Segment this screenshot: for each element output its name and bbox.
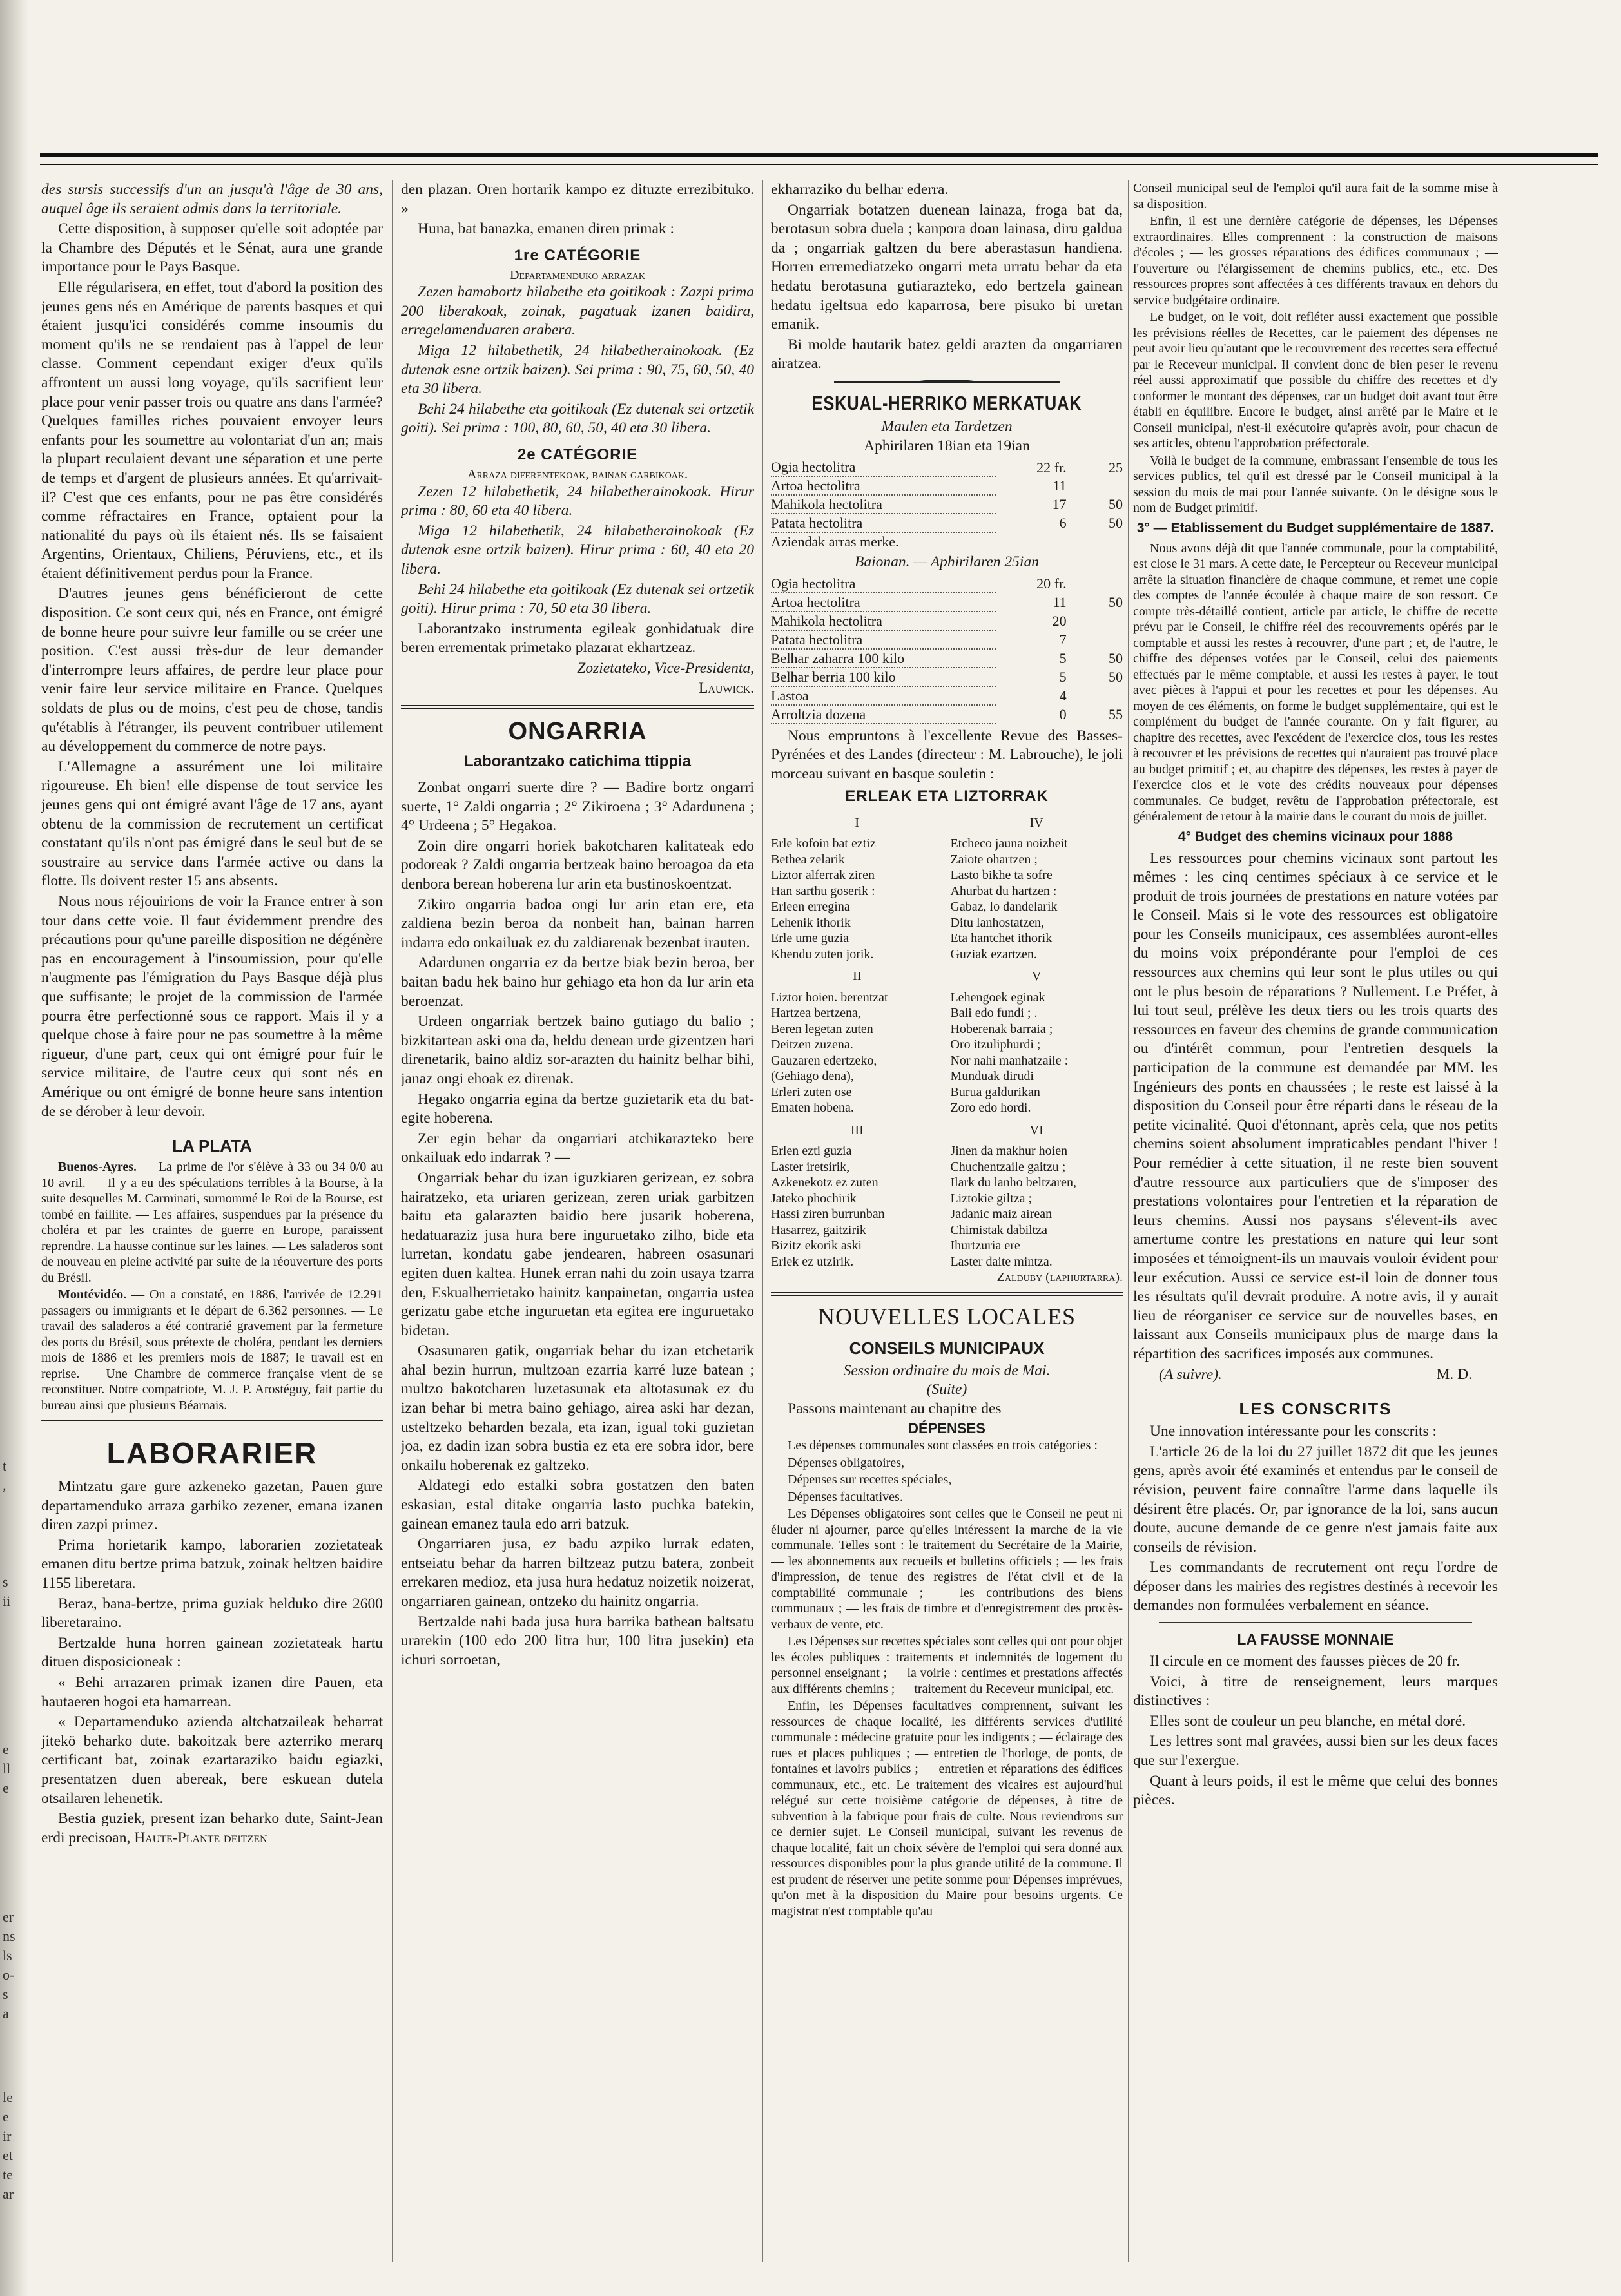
author-initials: M. D.	[1436, 1365, 1472, 1383]
market-location: Baionan. — Aphirilaren 25ian	[855, 554, 1039, 571]
separator	[41, 1420, 383, 1423]
market-price-cents	[1067, 612, 1123, 630]
margin-fragment: s ii	[3, 1574, 11, 1609]
poem-line: Zoro edo hordi.	[950, 1101, 1031, 1115]
paragraph: Zer egin behar da ongarriari atchikarazteko bere onkailuak edo indarrak ? —	[401, 1130, 754, 1166]
column-2	[401, 180, 754, 2268]
paragraph: Les lettres sont mal gravées, aussi bien sur les deux faces que sur l'exergue.	[1133, 1733, 1498, 1770]
paragraph: Les commandants de recrutement ont reçu l'ordre de déposer dans les mairies des registres destinés à recevoir les demandes non formulées verbalement en séance.	[1133, 1559, 1498, 1614]
market-price-cents: 50	[1109, 593, 1123, 610]
paragraph: Aldategi edo estalki sobra gostatzen den baten eskasian, estal ditake ongarria lasto puchka batekin, gainean emanez taula edo arri batzuk.	[401, 1477, 754, 1532]
market-price-cents	[1067, 686, 1123, 705]
market-item: Lastoa	[771, 686, 996, 705]
market-price	[996, 532, 1066, 550]
paragraph: Bertzalde nahi bada jusa hura barrika bathean baltsatu urarekin (100 edo 200 litra hur, 100 litra jusekin) eta ichuri sorroetan,	[401, 1613, 754, 1668]
market-item: Mahikola hectolitra	[771, 495, 996, 514]
market-row	[771, 630, 1123, 649]
paragraph: Ongarriaren jusa, ez badu azpiko lurrak edaten, entseiatu behar da harren biltzeaz putzu batera, zonbeit errekaren medioz, eta jusa hura hedatuz noizetik noizerat, ongarriaren gainean, ontzeko du hainitz ongarria.	[401, 1536, 754, 1610]
paragraph: des sursis successifs d'un an jusqu'à l'âge de 30 ans, auquel âge ils seraient admis dans la territoriale.	[41, 181, 383, 217]
category-1-title: 1re CATÉGORIE	[514, 246, 641, 264]
market-row	[771, 575, 1123, 593]
market-price-cents: 50	[1109, 668, 1123, 685]
paragraph: Mintzatu gare gure azkeneko gazetan, Pauen gure departamenduko arraza garbiko zezener, emana izanen diren zazpi primez.	[41, 1478, 383, 1534]
poem-line: Liztor alferrak ziren	[771, 868, 875, 882]
market-price: 7	[1059, 631, 1067, 648]
poem-line: Eta hantchet ithorik	[950, 931, 1053, 945]
stanza	[950, 990, 1123, 1116]
stanza-number: V	[1032, 969, 1042, 983]
paragraph: Bertzalde huna horren gainean zozietateak hartu dituen disposicioneak :	[41, 1634, 383, 1671]
market-date: Aphirilaren 18ian eta 19ian	[864, 437, 1030, 454]
poem-line: Laster iretsirik,	[771, 1159, 850, 1174]
place-name: Montévidéo.	[58, 1288, 127, 1302]
poem-line: Liztokie giltza ;	[950, 1191, 1033, 1206]
market-price: 4	[1059, 687, 1067, 704]
poem-line: Erle ume guzia	[771, 931, 849, 945]
poem-line: Ilark du lanho beltzaren,	[950, 1175, 1076, 1190]
paragraph: L'article 26 de la loi du 27 juillet 1872 dit que les jeunes gens, après avoir été examinés et entendus par le conseil de révision, peuvent faire connaître l'arme dans laquelle ils désirent être placés. Or, par ignorance de la loi, sans aucun doute, aucune demande de ce genre n'est jamais faite aux conseils de révision.	[1133, 1443, 1498, 1556]
depenses-heading: DÉPENSES	[908, 1420, 985, 1437]
paragraph: Behi 24 hilabethe eta goitikoak (Ez dutenak sei ortzetik goiti). Hirur prima : 70, 50 eta 30 libera.	[401, 581, 754, 617]
paragraph: Zezen hamabortz hilabethe eta goitikoak : Zazpi prima 200 liberakoak, zoinak, pagatuak izanen baidira, erregelamenduaren arabera.	[401, 284, 754, 339]
paragraph: Enfin, il est une dernière catégorie de dépenses, les Dépenses extraordinaires. Elles comprennent : la construction de maisons d'écoles ; — les grosses réparations des édifices communaux ; — l'ouverture ou l'élargissement de chemins publics, etc., etc. Des ressources propres sont affectées à ces différents travaux en dehors du service budgétaire ordinaire.	[1133, 214, 1498, 307]
a-suivre: (A suivre).	[1159, 1365, 1222, 1383]
paragraph: Elles sont de couleur un peu blanche, en métal doré.	[1150, 1712, 1466, 1730]
stanza	[771, 1143, 944, 1269]
news-text: — La prime de l'or s'élève à 33 ou 34 0/0 au 10 avril. — Il y a eu des spéculations terribles à la Bourse, à la suite desquelles M. Carminati, surnommé le Roi de la Bourse, est tombé en faillite. — Les affaires, suspendues par la présence du choléra et par les craintes de guerre en Europe, paraissent reprendre. La hausse continue sur les laines. — Les saladeros sont de nouveau en pleine activité par suite de la réouverture des ports du Brésil.	[41, 1160, 383, 1285]
poem-line: Zaiote ohartzen ;	[950, 852, 1038, 867]
column-3	[771, 180, 1123, 2268]
paragraph: Zonbat ongarri suerte dire ? — Badire bortz ongarri suerte, 1° Zaldi ongarria ; 2° Zikiroena ; 3° Adardunena ; 4° Urdeena ; 5° Hegakoa.	[401, 779, 754, 834]
la-plata-heading: LA PLATA	[172, 1136, 252, 1156]
section-heading: 3° — Etablissement du Budget supplémentaire de 1887.	[1136, 520, 1495, 535]
separator	[401, 705, 754, 709]
poem-line: Lehenik ithorik	[771, 915, 851, 930]
poem-line: Erleri zuten ose	[771, 1085, 852, 1099]
poem-line: Hasarrez, gaitzirik	[771, 1222, 866, 1237]
market-row	[771, 458, 1123, 476]
market-price-cents	[1067, 532, 1123, 550]
paragraph: Les Dépenses sur recettes spéciales sont celles qui ont pour objet les écoles publiques : traitements et indemnités de logement du personnel enseignant ; — la voirie : centimes et prestations affectés aux différents chemins ; — traitement du Receveur municipal, etc.	[771, 1634, 1123, 1696]
market-row	[771, 532, 1123, 550]
market-price: 11	[1053, 593, 1067, 610]
stanza-number: VI	[1029, 1123, 1043, 1137]
poem-line: Deitzen zuzena.	[771, 1037, 853, 1052]
paragraph: Enfin, les Dépenses facultatives comprennent, suivant les ressources de chaque localité, les différents services d'utilité communale : médecine gratuite pour les indigents ; — éclairage des rues et places publiques ; — entretien de l'horloge, de ponts, de fontaines et lavoirs publics ; — entretien et réparations des édifices communaux, etc., etc. Le traitement des vicaires est aujourd'hui relégué sur cette troisième catégorie de dépenses, à titre de subvention à la fabrique pour frais de culte. Nous reviendrons sur ce dernier sujet. Le Conseil municipal, suivant les revenus de chaque localité, fait un choix sévère de l'emploi qui sera donné aux ressources disponibles pour la plus grande utilité de la commune. Il est prudent de réserver une petite somme pour Dépenses imprévues, qu'on met à la disposition du Maire pour besoins urgents. Ce magistrat n'est comptable qu'au	[771, 1699, 1123, 1918]
stanza	[771, 836, 944, 962]
market-row	[771, 612, 1123, 630]
stanza-number: I	[855, 815, 860, 830]
market-item: Belhar berria 100 kilo	[771, 668, 996, 686]
poem-column-right	[950, 809, 1123, 1270]
poem-line: Bali edo fundi ; .	[950, 1006, 1038, 1020]
market-row	[771, 476, 1123, 495]
category-2-subtitle: Arraza diferentekoak, bainan garbikoak.	[467, 467, 688, 482]
poem-column-left	[771, 809, 944, 1270]
paragraph: Voilà le budget de la commune, embrassant l'ensemble de tous les services publics, tel qu'il est dressé par le Conseil municipal à la session du mois de mai pour l'année suivante. On le désigne sous le nom de Budget primitif.	[1133, 453, 1498, 515]
poem-line: Liztor hoien. berentzat	[771, 990, 888, 1005]
market-price: 11	[1053, 478, 1067, 494]
paragraph: Quant à leurs poids, il est le même que celui des bonnes pièces.	[1133, 1772, 1498, 1809]
laborarier-heading: LABORARIER	[106, 1436, 318, 1471]
paragraph: Adardunen ongarria ez da bertze biak bezin beroa, ber baitan badu hek baino hur gehiago eta hon da lur arin eta beroenzat.	[401, 954, 754, 1010]
paragraph: « Behi arrazaren primak izanen dire Pauen, eta hautaeren hogoi eta hamarrean.	[41, 1674, 383, 1710]
stanza-number: III	[850, 1123, 864, 1137]
market-item: Artoa hectolitra	[771, 476, 996, 495]
paragraph: « Departamenduko azienda altchatzaileak beharrat jitekö beharko dute. bakoitzak bere azterriko merarq certificant bat, zoinak ezartaraziko baidu egiazki, presentatzen duen abereak, bere eskuean dutela otsailaren lehenetik.	[41, 1713, 383, 1807]
market-row	[771, 705, 1123, 724]
poem-line: Lasto bikhe ta sofre	[950, 868, 1053, 882]
paragraph: Voici, à titre de renseignement, leurs marques distinctives :	[1133, 1673, 1498, 1710]
poem-line: Erlek ez utzirik.	[771, 1254, 854, 1269]
market-price-cents	[1067, 476, 1123, 495]
market-row	[771, 495, 1123, 514]
poem-line: Gabaz, lo dandelarik	[950, 900, 1058, 914]
news-buenos-ayres	[41, 1159, 383, 1286]
market-item: Mahikola hectolitra	[771, 612, 996, 630]
text: Haute-Plante deitzen	[134, 1829, 267, 1846]
poem-line: Guziak ezartzen.	[950, 947, 1037, 961]
market-row	[771, 649, 1123, 668]
poem-line: Khendu zuten jorik.	[771, 947, 874, 961]
stanza	[771, 990, 944, 1116]
paragraph: Prima horietarik kampo, laborarien zozietateak emanen ditu bertze prima batzuk, zoinak heltzen baidire 1155 liberetara.	[41, 1536, 383, 1592]
paragraph: Les dépenses communales sont classées en trois catégories :	[788, 1438, 1098, 1453]
market-table-maule	[771, 458, 1123, 550]
poem-line: Chuchentzaile gaitzu ;	[950, 1159, 1066, 1174]
paragraph: Cette disposition, à supposer qu'elle soit adoptée par la Chambre des Députés et le Sénat, aura une grande importance pour le Pays Basque.	[41, 220, 383, 276]
place-name: Buenos-Ayres.	[58, 1160, 137, 1175]
poem-line: Jinen da makhur hoien	[950, 1144, 1068, 1158]
poem-line: Munduak dirudi	[950, 1069, 1034, 1083]
poem-line: Laster daite mintza.	[950, 1254, 1053, 1269]
paragraph: Urdeen ongarriak bertzek baino gutiago du balio ; bizkitartean aski ona da, heldu denean urde gizentzen hari direnetarik, baino aldiz sor-arazten du hainitz belhar bihi, janaz ongi ehoak ez direnak.	[401, 1013, 754, 1087]
poem-signature: Zalduby (laphurtarra).	[996, 1270, 1123, 1284]
market-price-cents: 25	[1109, 459, 1123, 476]
market-price-cents	[1067, 575, 1123, 593]
paragraph: Laborantzako instrumenta egileak gonbidatuak dire beren errementak primetako plazarat ekhartzeaz.	[401, 620, 754, 657]
poem-line: Han sarthu goserik :	[771, 883, 875, 898]
poem-line: Nor nahi manhatzaile :	[950, 1053, 1069, 1068]
paragraph: ekharraziko du belhar ederra.	[771, 181, 949, 198]
market-price-cents: 50	[1109, 496, 1123, 513]
column-divider	[1128, 180, 1129, 2262]
text: Bestia guziek, present izan beharko dute, Saint-Jean erdi precisoan,	[41, 1810, 383, 1846]
section-heading: 4° Budget des chemins vicinaux pour 1888	[1178, 829, 1453, 844]
market-table-baiona	[771, 575, 1123, 724]
separator	[771, 1292, 1123, 1296]
ongarria-subtitle: Laborantzako catichima ttippia	[463, 753, 692, 771]
market-item: Ogia hectolitra	[771, 575, 996, 593]
poem-line: Gauzaren edertzeko,	[771, 1053, 877, 1068]
poem-title: ERLEAK ETA LIZTORRAK	[845, 787, 1049, 805]
paragraph: Bi molde hautarik batez geldi arazten da ongarriaren airatzea.	[771, 336, 1123, 372]
poem-line: Ahurbat du hartzen :	[950, 883, 1057, 898]
paragraph: Nous avons déjà dit que l'année communale, pour la comptabilité, est close le 31 mars. A cette date, le Percepteur ou Receveur municipal arrête la situation financière de chaque commune, et remet une copie des comptes de l'année écoulée à chaque maire de son ressort. Ce compte très-détaillé contient, article par article, le chiffre de recette prévu par le Conseil, le chiffre réel des recouvrements opérés par le comptable et aussi les restes à recouvrer, d'une part ; et, de l'autre, le chiffre des dépenses votées par le Conseil, celui des paiements effectués par le même comptable, et aussi les restes à payer, le tout avec pièces à l'appui et pour les recettes et pour les dépenses. Au moyen de ces éléments, on forme le budget supplémentaire, qui est le complément du budget de l'année courante. On y fait figurer, au chapitre des recettes, avec l'excédent de l'exercice clos, tous les restes à recouvrer et les prévisions de recettes qui n'auraient pas trouvé place au budget primitif ; et, au chapitre des dépenses, les restes à payer de l'exercice clos et le vote des crédits nouveaux pour dépenses communales. Ce budget, revêtu de l'approbation préfectorale, est généralement de retour à la mairie dans le courant du mois de juillet.	[1133, 541, 1498, 824]
paragraph: den plazan. Oren hortarik kampo ez dituzte errezibituko. »	[401, 181, 754, 217]
paragraph: Ongarriak behar du izan iguzkiaren gerizean, ez sobra hairatzeko, eta uriaren gerizean, zeren uriak garbitzen baitu eta galarazten baidio bere jusarik hoberena, hedatuaraziz jusa hura bere inguruetako zilho, bide eta lurretan, kondatu gabe jendearen, habreen osasunari egiten duen kaltea. Hunek erran nahi du zoin usaya tzarra den, Eskualherrietako hainitz kanpainetan, ongarria ustea gerizatu gabe etche inguruetan eta egitea ere inguruetako bidetan.	[401, 1169, 754, 1339]
poem-line: Beren legetan zuten	[771, 1021, 873, 1036]
poem-line: Hartzea bertzena,	[771, 1006, 861, 1020]
stanza-number: II	[853, 969, 862, 983]
signature-title: Zozietateko, Vice-Presidenta,	[577, 659, 754, 677]
paragraph: Elle régularisera, en effet, tout d'abord la position des jeunes gens nés en Amérique de parents basques et qui étaient jusqu'ici considérés comme insoumis du moment qu'ils ne se rendaient pas à l'appel de leur classe. Comment cependant exiger d'eux qu'ils affrontent un aussi long voyage, qu'ils sacrifient leur place pour venir passer trois ou quatre ans dans l'armée? Quelques familles riches pouvaient envoyer leurs enfants pour les soumettre au volontariat d'un an; mais la plupart reculaient devant une séparation et une perte de temps et d'argent de plusieurs années. Et qu'arrivait-il? C'est que ces enfants, pour ne pas être considérés comme réfractaires en France, optaient pour la nationalité du pays où ils étaient nés. Ils se faisaient Argentins, Orientaux, Chiliens, Péruviens, etc., et ils étaient définitivement perdus pour la France.	[41, 278, 383, 582]
paragraph: Une innovation intéressante pour les conscrits :	[1150, 1423, 1437, 1440]
poem-line: Bethea zelarik	[771, 852, 845, 867]
paragraph: Zezen 12 hilabethetik, 24 hilabetherainokoak. Hirur prima : 80, 60 eta 40 libera.	[401, 483, 754, 519]
paragraph: Le budget, on le voit, doit refléter aussi exactement que possible les prévisions réelles de Recettes, car le paiement des dépenses ne peut avoir lieu qu'autant que le recouvrement des recettes sera effectué par le Receveur municipal. Il convient donc de bien peser le revenu réel aussi approximatif que possible du chiffre des recettes et d'y conformer le montant des dépenses, car un budget doit avant tout être établi en équilibre. Encore le budget, ainsi arrêté par le Maire et le Conseil municipal, n'est-il exécutoire qu'après avoir, pour chacun de ses articles, obtenu l'approbation préfectorale.	[1133, 310, 1498, 450]
paragraph: Osasunaren gatik, ongarriak behar du izan etchetarik ahal bezin hurrun, multzoan ezarria karré luze batean ; multzo bakotcharen luzetasunak eta altotasunak ez du izan behar bi metra baino gehiago, airea aski har dezan, usteltzeko beharden bezala, eta izan, igual toki guzietan joa, ez dadin izan sobra bustia ez eta ere sobra idor, bere onkailu hoberenak ez galtzeko.	[401, 1342, 754, 1474]
market-price: 20	[1052, 612, 1067, 629]
market-item: Arroltzia dozena	[771, 705, 996, 724]
market-price-cents: 50	[1109, 515, 1123, 532]
poem-line: Burua galdurikan	[950, 1085, 1040, 1099]
market-row	[771, 686, 1123, 705]
market-price: 6	[1059, 515, 1067, 532]
poem-line: Ihurtzuria ere	[950, 1239, 1020, 1253]
paragraph: Les Dépenses obligatoires sont celles que le Conseil ne peut ni éluder ni ajourner, parce qu'elles intéressent la marche de la vie communale. Telles sont : le traitement du Secrétaire de la Mairie, — les abonnements aux recueils et bulletins officiels ; — les frais d'impression, de tenue des registres de l'état civil et de la comptabilité communale ; — les contributions des biens communaux ; — les frais de timbre et d'enregistrement des procès-verbaux de vente, etc.	[771, 1507, 1123, 1632]
poem	[771, 809, 1123, 1270]
paragraph: Zikiro ongarria badoa ongi lur arin etan ere, eta zaldiena bezin beroa da nonbeit han, bainan harren indarra edo onkailuak ez du zaldiarenak bezenbat irauten.	[401, 896, 754, 951]
suite-label: (Suite)	[926, 1381, 967, 1398]
market-item: Aziendak arras merke.	[771, 534, 899, 550]
market-price: 20 fr.	[1036, 575, 1067, 592]
market-price-cents: 50	[1109, 650, 1123, 666]
market-price: 22 fr.	[1036, 459, 1067, 476]
margin-fragment: le e ir et te ar	[3, 2089, 14, 2202]
paragraph: Dépenses obligatoires,	[788, 1455, 905, 1470]
poem-line: Erlen ezti guzia	[771, 1144, 852, 1158]
ongarria-heading: ONGARRIA	[508, 718, 647, 746]
paragraph: Huna, bat banazka, emanen diren primak :	[418, 220, 675, 238]
paragraph: Passons maintenant au chapitre des	[788, 1400, 1002, 1417]
stanza	[950, 1143, 1123, 1269]
poem-line: Hoberenak barraia ;	[950, 1021, 1053, 1036]
top-rule	[40, 153, 1598, 165]
margin-fragment: t ,	[3, 1458, 7, 1493]
session-title: Session ordinaire du mois de Mai.	[843, 1362, 1051, 1379]
market-row	[771, 514, 1123, 532]
market-item: Patata hectolitra	[771, 630, 996, 649]
market-row	[771, 593, 1123, 612]
paragraph: Miga 12 hilabethetik, 24 hilabetherainokoak. (Ez dutenak esne ortzik baizen). Sei prima : 90, 75, 60, 50, 40 eta 30 libera.	[401, 342, 754, 398]
column-divider	[762, 180, 763, 2262]
paragraph: L'Allemagne a assurément une loi militaire rigoureuse. Eh bien! elle dispense de tout service les jeunes gens qui ont émigré avant l'âge de 17 ans, ayant obtenu de la commission de recrutement un certificat constatant qu'ils n'ont pas émigré dans le seul but de se soustraire au service dans l'armée active ou dans la flotte. Ils doivent rester 15 ans absents.	[41, 758, 383, 890]
market-location: Maulen eta Tardetzen	[881, 418, 1013, 435]
poem-line: Ematen hobena.	[771, 1101, 854, 1115]
paragraph: Conseil municipal seul de l'emploi qu'il aura fait de la somme mise à sa disposition.	[1133, 181, 1498, 211]
column-1	[41, 180, 383, 2268]
market-item: Artoa hectolitra	[771, 593, 996, 612]
paragraph: Il circule en ce moment des fausses pièces de 20 fr.	[1150, 1653, 1460, 1670]
market-price: 5	[1059, 650, 1067, 666]
ornament-divider	[771, 378, 1123, 387]
poem-line: Erleen erregina	[771, 900, 850, 914]
market-row	[771, 668, 1123, 686]
paragraph: Miga 12 hilabethetik, 24 hilabetherainokoak (Ez dutenak esne ortzik baizen). Hirur prima : 60, 40 eta 20 libera.	[401, 522, 754, 577]
poem-line: Lehengoek eginak	[950, 990, 1045, 1005]
category-2-title: 2e CATÉGORIE	[517, 446, 638, 464]
margin-fragment: er ns ls o- s a	[3, 1909, 15, 2021]
market-price: 0	[1059, 706, 1067, 722]
paragraph: Dépenses facultatives.	[788, 1489, 903, 1504]
column-4	[1133, 180, 1498, 2268]
conseils-municipaux-heading: CONSEILS MUNICIPAUX	[849, 1338, 1045, 1358]
paragraph: Nous nous réjouirions de voir la France entrer à son tour dans cette voie. Il faut évidemment prendre des précautions pour qu'une pareille disposition ne dégénère pas en encouragement à l'insoumission, pour qu'elle n'augmente pas l'émigration du Pays Basque déjà plus que suffisante; le projet de la commission de l'armée pourra être perfectionné sous ce rapport. Mais il y a quelque chose à faire pour ne pas soumettre à la même rigueur, d'une part, ceux qui ont émigré pour fuir le service militaire, de l'autre ceux qui sont nés en Amérique ou ont émigré de bonne heure sans intention de se dérober à leur devoir.	[41, 892, 383, 1120]
news-montevideo	[41, 1287, 383, 1413]
paragraph: Behi 24 hilabethe eta goitikoak (Ez dutenak sei ortzetik goiti). Sei prima : 100, 80, 60, 50, 40 eta 30 libera.	[401, 400, 754, 437]
market-price-cents	[1067, 630, 1123, 649]
news-text: — On a constaté, en 1886, l'arrivée de 12.291 passagers ou immigrants et le départ de 6.362 personnes. — Le travail des saladeros a été contrarié gravement par la fermeture des ports du Brésil, sous prétexte de choléra, pendant les derniers mois de 1886 et les premiers mois de 1887; le travail est en reprise. — Une Chambre de commerce française vient de se reconstituer. Notre compatriote, M. J. P. Arostéguy, fait partie du bureau ainsi que plusieurs Béarnais.	[41, 1288, 383, 1413]
poem-line: Oro itzuliphurdi ;	[950, 1037, 1041, 1052]
paragraph: Beraz, bana-bertze, prima guziak helduko dire 2600 liberetaraino.	[41, 1595, 383, 1632]
margin-fragment: e ll e	[3, 1741, 11, 1796]
market-price: 5	[1059, 668, 1067, 685]
poem-line: (Gehiago dena),	[771, 1069, 854, 1083]
market-price-cents: 55	[1109, 706, 1123, 722]
signature-name: Lauwick.	[699, 680, 754, 697]
paragraph: Zoin dire ongarri horiek bakotcharen kalitateak edo podoreak ? Zaldi ongarria bertzeak baino beroagoa da eta denbora berean hoberena lur arin eta bustinoskoentzat.	[401, 837, 754, 893]
market-item: Patata hectolitra	[771, 514, 996, 532]
market-item: Belhar zaharra 100 kilo	[771, 649, 996, 668]
fausse-monnaie-heading: LA FAUSSE MONNAIE	[1237, 1631, 1394, 1648]
nouvelles-locales-heading: NOUVELLES LOCALES	[818, 1303, 1076, 1329]
paragraph: Nous empruntons à l'excellente Revue des Basses-Pyrénées et des Landes (directeur : M. Labrouche), le joli morceau suivant en basque souletin :	[771, 727, 1123, 782]
separator	[1159, 1622, 1472, 1623]
paragraph: Ongarriak botatzen duenean lainaza, froga bat da, berotasun sobra duela ; kanpora doan lainasa, diru galdua da ; ongarriak galtzen du bere aberastasun handiena. Horren erremediatzeko ongarri meta urratu behar da eta hedatu berotasuna gutiarazteko, edo bertzela gainean hedatu igeltsua edo kaparrosa, bere pisuko bi uretan emanik.	[771, 201, 1123, 333]
poem-line: Jadanic maiz airean	[950, 1207, 1053, 1221]
poem-line: Etcheco jauna noizbeit	[950, 836, 1068, 851]
paragraph: Les ressources pour chemins vicinaux sont partout les mêmes : les cinq centimes spéciaux à ce service et le produit de trois journées de prestations en nature votées par le Conseil. Mais si le vote des ressources est obligatoire pour les Conseils municipaux, ces assemblées auront-elles du moins voix prépondérante pour l'emploi de ces ressources aux chemins qui leur sont le plus utiles ou qui ont le plus besoin de réparations ? Nullement. Le Préfet, à lui tout seul, prélève les deux tiers ou les trois quarts des ressources en faveur des chemins de grande communication ou d'intérêt commun, pour l'entretien desquels la participation de la commune est demandée par MM. les Ingénieurs des ponts en chaussées ; le reste est laissé à la disposition du Conseil pour être réparti dans le réseau de la petite vicinalité. Quoi d'étonnant, après cela, que nos petits chemins soient absolument impraticables pendant l'hiver ! Pour remédier à cette situation, il ne reste bien souvent d'autre ressource aux particuliers que de s'imposer des prestations volontaires pour l'entretien et la réparation de leurs chemins. Aussi nos paysans s'élevent-ils avec amertume contre les prestations en nature qui leur sont imposées et témoignent-ils un mauvais vouloir évident pour leur exécution. Aussi ce service est-il loin de donner tous les résultats qu'il devrait produire. A notre avis, il y aurait lieu de réorganiser ce service sur de nouvelles bases, en laissant aux Conseils municipaux plus de marge dans la répartition des sacrifices imposés aux communes.	[1133, 849, 1498, 1362]
paragraph	[41, 1809, 383, 1847]
paragraph: Dépenses sur recettes spéciales,	[788, 1472, 952, 1487]
stanza	[950, 836, 1123, 962]
market-heading: ESKUAL-HERRIKO MERKATUAK	[811, 391, 1082, 414]
poem-line: Bizitz ekorik aski	[771, 1239, 862, 1253]
poem-line: Chimistak dabiltza	[950, 1222, 1047, 1237]
poem-line: Erle kofoin bat eztiz	[771, 836, 876, 851]
category-1-subtitle: Departamenduko arrazak	[510, 267, 645, 282]
market-price: 17	[1052, 496, 1067, 513]
column-divider	[392, 180, 393, 2262]
paragraph: Hegako ongarria egina da bertze guzietarik eta du bat-egite hoberena.	[401, 1090, 754, 1127]
paragraph: D'autres jeunes gens bénéficieront de cette disposition. Ce sont ceux qui, nés en France, ont émigré de bonne heure pour suivre leur famille ou se créer une position. C'est aussi très-dur de leur demander d'interrompre leurs affaires, de perdre leur place pour venir faire leur service militaire en France. Quelques soldats de plus ou de moins, c'est peu de chose, tandis qu'établis à l'étranger, ils peuvent contribuer utilement au développement du commerce de notre pays.	[41, 585, 383, 755]
poem-line: Ditu lanhostatzen,	[950, 915, 1044, 930]
poem-line: Jateko phochirik	[771, 1191, 857, 1206]
market-item: Ogia hectolitra	[771, 458, 996, 476]
poem-line: Azkenekotz ez zuten	[771, 1175, 878, 1190]
conscrits-heading: LES CONSCRITS	[1239, 1399, 1392, 1419]
poem-line: Hassi ziren burrunban	[771, 1207, 885, 1221]
stanza-number: IV	[1029, 815, 1043, 830]
